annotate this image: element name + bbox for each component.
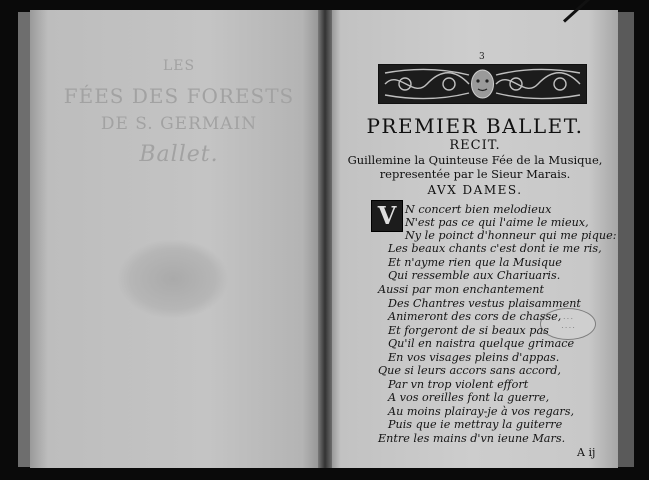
bleed-line: DE S. GERMAIN	[100, 114, 258, 134]
verse-line: Des Chantres vestus plaisamment	[388, 297, 581, 310]
drop-cap: V	[371, 200, 403, 232]
library-stamp: · · · · · · ·	[540, 308, 596, 340]
verse-line: N'est pas ce qui l'aime le mieux,	[405, 216, 589, 229]
signature-mark: A ij	[577, 446, 596, 459]
caption-line: Guillemine la Quinteuse Fée de la Musique,	[347, 153, 603, 167]
bleed-line: FÉES DES FORESTS	[63, 84, 295, 108]
book-gutter	[318, 10, 332, 468]
section-heading: RECIT.	[449, 138, 501, 153]
caption-line: representée par le Sieur Marais.	[379, 167, 571, 181]
bleed-vignette	[118, 240, 228, 318]
verse-line: Et n'ayme rien que la Musique	[388, 256, 562, 269]
verse-line: Animeront des cors de chasse,	[388, 310, 562, 323]
ballet-title: PREMIER BALLET.	[366, 114, 584, 138]
bleed-line: Ballet.	[139, 142, 219, 167]
headpiece-ornament	[378, 64, 587, 104]
verse-line: Les beaux chants c'est dont ie me ris,	[388, 242, 602, 255]
verse-line: Par vn trop violent effort	[388, 378, 529, 391]
verse-line: Au moins plairay-je à vos regars,	[388, 405, 575, 418]
left-page	[30, 10, 326, 468]
verse-line: Et forgeront de si beaux pas	[388, 324, 549, 337]
verse-line: Aussi par mon enchantement	[378, 283, 544, 296]
verse-line: Entre les mains d'vn ieune Mars.	[378, 432, 566, 445]
verse-line: A vos oreilles font la guerre,	[388, 391, 550, 404]
verse-line: En vos visages pleins d'appas.	[388, 351, 560, 364]
verse-line: Puis que ie mettray la guiterre	[388, 418, 563, 431]
verse-line: Qui ressemble aux Chariuaris.	[388, 269, 561, 282]
verse-line: Ny le poinct d'honneur qui me pique:	[405, 229, 617, 242]
bleed-line: LES	[162, 58, 196, 74]
verse-line: Qu'il en naistra quelque grimace	[388, 337, 575, 350]
page-number: 3	[479, 52, 485, 62]
verse-line: Que si leurs accors sans accord,	[378, 364, 561, 377]
verse-line: N concert bien melodieux	[405, 203, 552, 216]
dedication-heading: AVX DAMES.	[427, 183, 523, 197]
